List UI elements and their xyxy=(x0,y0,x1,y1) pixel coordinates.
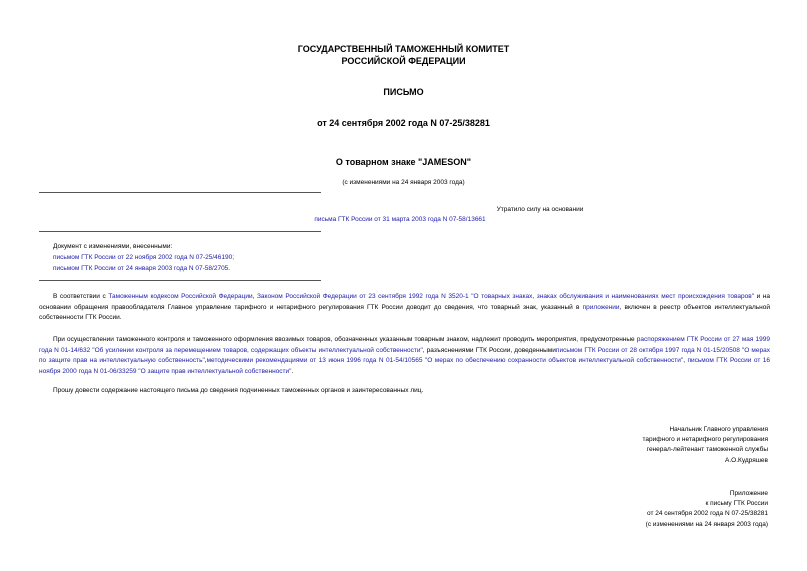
letter-1997-link[interactable]: письмом ГТК России от 28 октября 1997 года N 01-15/20508 "О мерах по защите прав на интеллектуальную собственность" xyxy=(39,346,770,365)
doc-date-number: от 24 сентября 2002 года N 07-25/38281 xyxy=(317,118,490,128)
paragraph-3: Прошу довести содержание настоящего письма до сведения подчиненных таможенных органов и заинтересованных лиц. xyxy=(53,387,424,394)
signature-name: А.О.Кудряшев xyxy=(725,456,768,464)
appendix-line: (с изменениями на 24 января 2003 года) xyxy=(645,520,768,528)
expired-text: Утратило силу на основании xyxy=(496,206,584,213)
changes-intro: Документ с изменениями, внесенными: xyxy=(53,243,173,250)
letter-2000-link[interactable]: письмом ГТК России от 16 ноября 2000 года N 01-06/33259 "О защите прав интеллектуальной собственности" xyxy=(39,357,770,375)
appendix-line: к письму ГТК России xyxy=(705,500,768,508)
change-link-1[interactable]: письмом ГТК России от 22 ноября 2002 года N 07-25/46190; xyxy=(53,254,235,261)
appendix-block xyxy=(646,489,768,530)
customs-code-link[interactable]: Таможенным кодексом Российской Федерации xyxy=(108,293,253,300)
appendix-link[interactable]: приложении xyxy=(582,303,620,311)
org-name-line2: РОССИЙСКОЙ ФЕДЕРАЦИИ xyxy=(341,56,466,66)
amendments-note: (с изменениями на 24 января 2003 года) xyxy=(342,179,465,186)
doc-type: ПИСЬМО xyxy=(383,87,424,97)
appendix-line: Приложение xyxy=(729,490,768,497)
order-1999-link[interactable]: распоряжением ГТК России от 27 мая 1999 года N 01-14/632 "Об усилении контроля за перемещением товаров, содержащих объекты интеллектуальной собственности" xyxy=(39,336,770,354)
trademark-law-link[interactable]: Законом Российской Федерации от 23 сентября 1992 года N 3520-1 "О товарных знаках, знаках обслуживания и наименованиях мест происхождения товаров" xyxy=(257,293,755,300)
signature-block xyxy=(643,425,768,466)
signature-line: Начальник Главного управления xyxy=(669,426,768,433)
divider xyxy=(39,192,321,193)
divider xyxy=(39,231,321,232)
doc-title: О товарном знаке "JAMESON" xyxy=(335,157,472,167)
org-name-line1: ГОСУДАРСТВЕННЫЙ ТАМОЖЕННЫЙ КОМИТЕТ xyxy=(297,44,510,54)
expired-basis-link[interactable]: письма ГТК России от 31 марта 2003 года N 07-58/13661 xyxy=(314,216,486,223)
change-link-2[interactable]: письмом ГТК России от 24 января 2003 года N 07-58/2705. xyxy=(53,265,231,272)
guidelines-1996-link[interactable]: методическими рекомендациями от 13 июня 1996 года N 01-54/10565 "О мерах по обеспечению сохранности объектов интеллектуальной собственности" xyxy=(206,357,684,365)
signature-line: тарифного и нетарифного регулирования xyxy=(642,436,768,444)
appendix-line: от 24 сентября 2002 года N 07-25/38281 xyxy=(646,510,768,518)
paragraph-2: При осуществлении таможенного контроля и таможенного оформления ввозимых товаров, обозначенных указанным товарным знаком, надлежит проводить мероприятия, предусмотренные распоряжением ГТК России от 27 мая 1999 года N 01-14/632 "Об усилении контроля за перемещением товаров, содержащих объекты интеллектуальной собственности", разъяснениями ГТК России, доведеннымиписьмом ГТК России от 28 октября 1997 года N 01-15/20508 "О мерах по защите прав на интеллектуальную собственность",методическими рекомендациями от 13 июня 1996 года N 01-54/10565 "О мерах по обеспечению сохранности объектов интеллектуальной собственности", письмом ГТК России от 16 ноября 2000 года N 01-06/33259 "О защите прав интеллектуальной собственности". xyxy=(39,336,770,375)
divider xyxy=(39,280,321,281)
paragraph-1: В соответствии с Таможенным кодексом Российской Федерации, Законом Российской Федерации от 23 сентября 1992 года N 3520-1 "О товарных знаках, знаках обслуживания и наименованиях мест происхождения товаров" и на основании обращения правообладателя Главное управление тарифного и нетарифного регулирования ГТК России доводит до сведения, что товарный знак, указанный в приложении, включен в реестр объектов интеллектуальной собственности ГТК России. xyxy=(39,293,770,322)
signature-line: генерал-лейтенант таможенной службы xyxy=(646,446,768,454)
